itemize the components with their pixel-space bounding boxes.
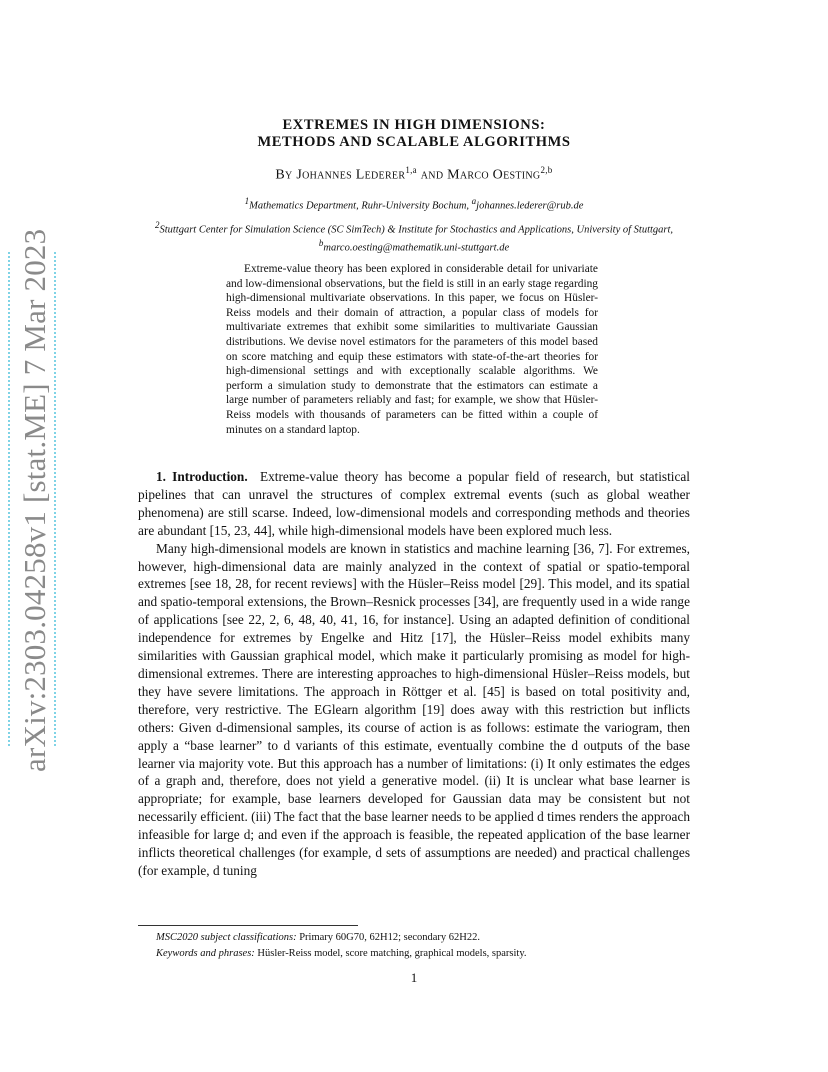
affiliation-2-text: Stuttgart Center for Simulation Science (SC SimTech) & Institute for Stochastics and Applications, University of Stuttgart, (159, 224, 674, 236)
title-line-1: EXTREMES IN HIGH DIMENSIONS: (282, 117, 546, 133)
page-number: 1 (410, 970, 418, 985)
section-heading: 1. Introduction. (156, 469, 248, 484)
author-1: By Johannes Lederer (275, 167, 406, 183)
arxiv-identifier: arXiv:2303.04258v1 [stat.ME] 7 Mar 2023 (17, 228, 52, 772)
footnote-keywords (156, 946, 696, 962)
intro-paragraph-1 (138, 468, 690, 540)
affiliation-1-email-mark: a (471, 196, 477, 206)
footnote-keywords-text: Hüsler-Reiss model, score matching, graphical models, sparsity. (254, 948, 527, 959)
introduction-section (138, 468, 690, 880)
author-line (0, 165, 828, 184)
affiliation-2-email-mark: b (318, 237, 324, 248)
affiliation-1-text: Mathematics Department, Ruhr-University Bochum, (249, 200, 472, 212)
title-line-2: METHODS AND SCALABLE ALGORITHMS (257, 134, 571, 150)
affiliation-2-email: marco.oesting@mathematik.uni-stuttgart.de (323, 242, 510, 253)
intro-paragraph-2: Many high-dimensional models are known in statistics and machine learning [36, 7]. For extremes, however, high-dimensional data are mainly analyzed in the context of spatial or spatio-temporal extremes [see 18, 28, for recent reviews] with the Hüsler–Reiss model [29]. This model, and its spatial and spatio-temporal extensions, the Brown–Resnick processes [34], are frequently used in a wide range of applications [see 22, 2, 6, 48, 40, 41, 16, for instance]. Using an adapted definition of conditional independence for extremes by Engelke and Hitz [17], the Hüsler–Reiss model exhibits many similarities with Gaussian graphical model, which make it particularly promising as model for high-dimensional extremes. There are interesting approaches to high-dimensional Hüsler–Reiss models, but they have severe limitations. The approach in Röttger et al. [45] is based on total positivity and, therefore, very restrictive. The EGlearn algorithm [19] does away with this restriction but inflicts others: Given d-dimensional samples, its course of action is as follows: estimate the variogram, then apply a “base learner” to d variants of this estimate, eventually combine the d outputs of the base learner via majority vote. But this approach has a number of limitations: (i) It only estimates the edges of a graph and, therefore, does not yield a generative model. (ii) It is unclear what base learner is appropriate; for example, base learners developed for Gaussian data may be consistent but not necessarily efficient. (iii) The fact that the base learner needs to be applied d times renders the approach infeasible for large d; and even if the approach is feasible, the repeated application of the base learner inflicts theoretical challenges (for example, d sets of assumptions are needed) and practical challenges (for example, d tuning (138, 540, 690, 878)
author-2-affiliation: 2,b (540, 165, 553, 175)
affiliation-1-email: johannes.lederer@rub.de (476, 200, 584, 212)
abstract: Extreme-value theory has been explored in considerable detail for univariate and low-dimensional observations, but the field is still in an early stage regarding high-dimensional multivariate observations. In this paper, we focus on Hüsler-Reiss models and their domain of attraction, a popular class of models for multivariate extremes that exhibit some similarities to multivariate Gaussian distributions. We devise novel estimators for the parameters of this model based on score matching and equip these estimators with state-of-the-art theories for high-dimensional settings and with exceptionally scalable algorithms. We perform a simulation study to demonstrate that the estimators can estimate a large number of parameters reliably and fast; for example, we show that Hüsler-Reiss models with thousands of parameters can be fitted within a couple of minutes on a standard laptop. (226, 263, 598, 436)
footnotes (156, 930, 696, 962)
author-1-affiliation: 1,a (405, 165, 417, 175)
affiliation-2 (130, 219, 698, 254)
intro-paragraph-1-text: Extreme-value theory has become a popular field of research, but statistical pipelines that can unravel the structures of complex extremal events (such as global weather phenomena) are still scarse. Indeed, low-dimensional models and corresponding methods and theories are abundant [15, 23, 44], while high-dimensional models have been explored much less. (138, 469, 690, 538)
affiliation-2-mark: 2 (154, 220, 160, 230)
affiliation-1 (130, 195, 698, 213)
footnote-keywords-label: Keywords and phrases: (156, 948, 255, 959)
affiliation-1-mark: 1 (244, 196, 250, 206)
footnote-msc-text: Primary 60G70, 62H12; secondary 62H22. (296, 932, 481, 943)
author-2: and Marco Oesting (416, 167, 541, 183)
footnote-rule (138, 925, 358, 926)
paper-title (0, 117, 828, 151)
footnote-msc-label: MSC2020 subject classifications: (156, 932, 297, 943)
footnote-msc (156, 930, 696, 946)
